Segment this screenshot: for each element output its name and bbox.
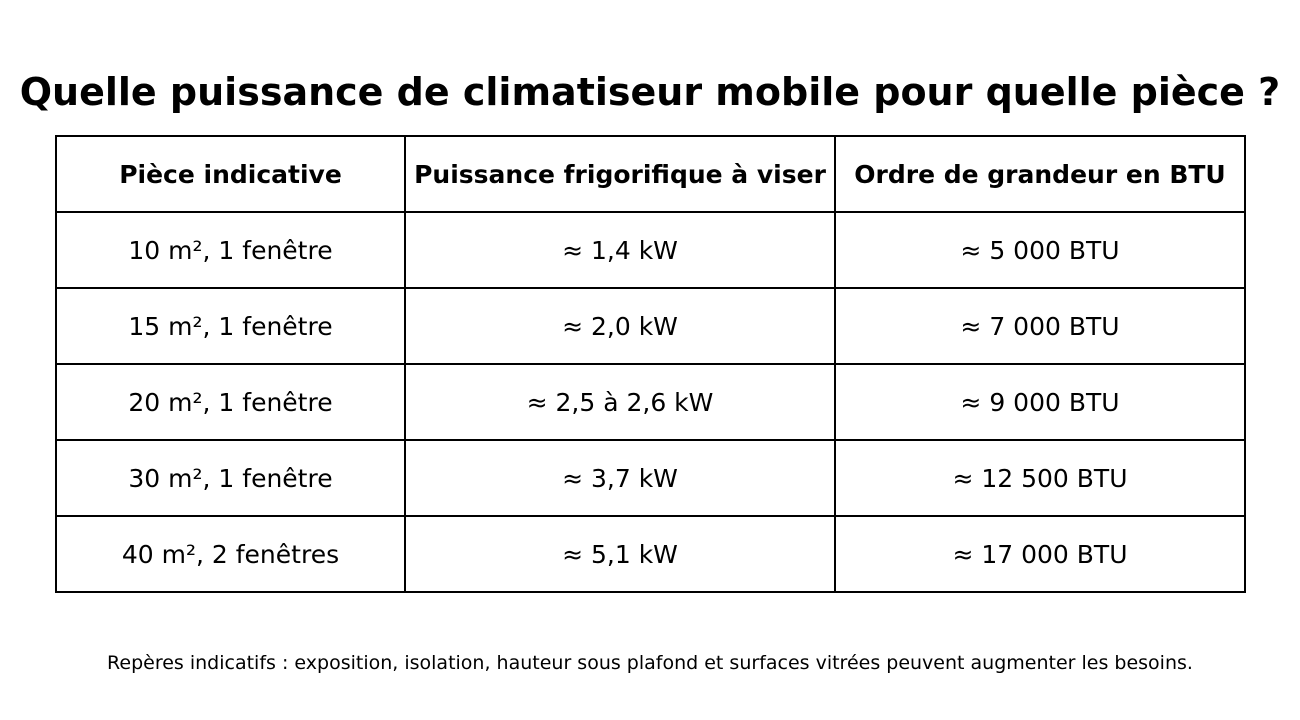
cell-cooling-power: ≈ 3,7 kW bbox=[405, 440, 835, 516]
footnote: Repères indicatifs : exposition, isolation, hauteur sous plafond et surfaces vitrées peuvent augmenter les besoins. bbox=[107, 652, 1193, 674]
table-row bbox=[56, 516, 1245, 592]
cell-room: 20 m², 1 fenêtre bbox=[56, 364, 405, 440]
cell-room: 15 m², 1 fenêtre bbox=[56, 288, 405, 364]
page-title: Quelle puissance de climatiseur mobile pour quelle pièce ? bbox=[19, 70, 1281, 115]
cell-room: 40 m², 2 fenêtres bbox=[56, 516, 405, 592]
header-cooling-power: Puissance frigorifique à viser bbox=[405, 136, 835, 212]
cell-cooling-power: ≈ 2,0 kW bbox=[405, 288, 835, 364]
cell-cooling-power: ≈ 2,5 à 2,6 kW bbox=[405, 364, 835, 440]
power-table-container bbox=[55, 135, 1246, 593]
cell-cooling-power: ≈ 5,1 kW bbox=[405, 516, 835, 592]
power-table bbox=[55, 135, 1246, 593]
cell-btu: ≈ 9 000 BTU bbox=[835, 364, 1245, 440]
header-btu: Ordre de grandeur en BTU bbox=[835, 136, 1245, 212]
table-row bbox=[56, 212, 1245, 288]
cell-btu: ≈ 7 000 BTU bbox=[835, 288, 1245, 364]
table-row bbox=[56, 440, 1245, 516]
table-header-row bbox=[56, 136, 1245, 212]
cell-btu: ≈ 5 000 BTU bbox=[835, 212, 1245, 288]
cell-room: 10 m², 1 fenêtre bbox=[56, 212, 405, 288]
cell-btu: ≈ 12 500 BTU bbox=[835, 440, 1245, 516]
cell-btu: ≈ 17 000 BTU bbox=[835, 516, 1245, 592]
header-room: Pièce indicative bbox=[56, 136, 405, 212]
cell-room: 30 m², 1 fenêtre bbox=[56, 440, 405, 516]
cell-cooling-power: ≈ 1,4 kW bbox=[405, 212, 835, 288]
table-row bbox=[56, 288, 1245, 364]
table-row bbox=[56, 364, 1245, 440]
